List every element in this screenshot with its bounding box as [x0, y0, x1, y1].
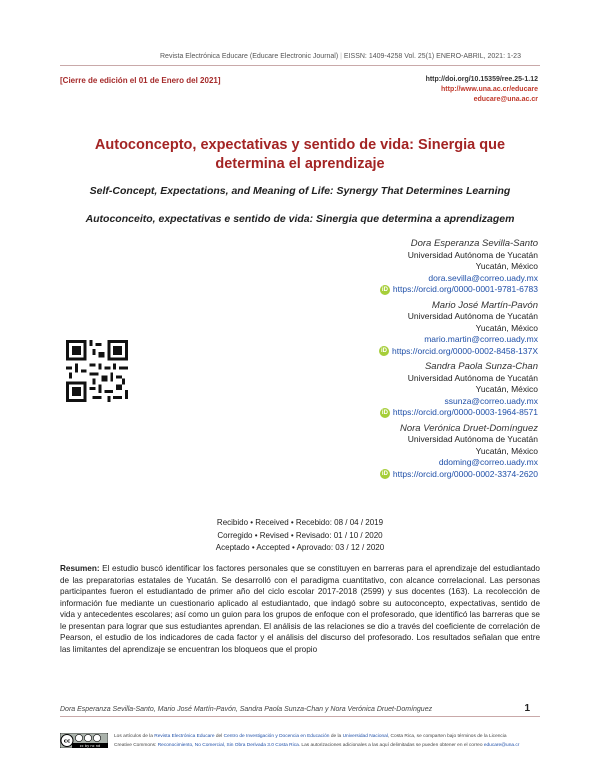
abstract-text: El estudio buscó identificar los factores personales que se constituyen en barreras para el aprendizaje del estudiantado de las preparatorias estatales de Yucatán. Se desarrolló con el paradigma cuantitativo, con alcance correlacional. Las personas participantes fueron el estudiantado de primer año del ciclo escolar 2017-2018 (2599) y sus docentes (163). La recolección de información fue mediante un cuestionario aplicado al estudiantado, que indagó sobre su autoconcepto, expectativas, sentido de vida y antecedentes escolares; así como un guion para los grupos de enfoque con el profesorado, que identificó las barreras que se le presentan para lograr que sus estudiantes aprendan. El análisis de las relaciones se dio a través del coeficiente de correlación de Pearson, el estudio de los indicadores de cada factor y el análisis del discurso del profesorado. Los resultados señalan que entre las limitantes del aprendizaje se encuentran los bloqueos que el propio — [60, 564, 540, 654]
footer-authors: Dora Esperanza Sevilla-Santo, Mario José Martín-Pavón, Sandra Paola Sunza-Chan y Nora Verónica Druet-Domínguez — [60, 706, 433, 713]
edition-close: [Cierre de edición el 01 de Enero del 2021] — [60, 76, 221, 85]
abstract — [60, 563, 540, 655]
author-email[interactable]: ddoming@correo.uady.mx — [438, 457, 538, 467]
journal-name: Revista Electrónica Educare (Educare Electronic Journal) — [160, 53, 339, 60]
footer-rule — [60, 716, 540, 717]
author-block — [288, 238, 538, 296]
author-location: Yucatán, México — [475, 445, 538, 456]
license-link-cc[interactable]: Reconocimiento, No Comercial, Sin Obra Derivada 3.0 Costa Rica — [157, 743, 299, 748]
license-text: , Costa Rica, se comparten bajo términos de la Licencia — [387, 734, 507, 739]
cc-label: cc by nc nd — [79, 744, 101, 748]
header-separator: | — [340, 53, 344, 60]
author-email[interactable]: ssunza@correo.uady.mx — [444, 395, 538, 406]
license-text: . Las autorizaciones adicionales a las aquí delimitadas se pueden obtener en el correo — [298, 743, 484, 748]
author-name: Sandra Paola Sunza-Chan — [424, 361, 538, 372]
title-line-2: determina el aprendizaje — [215, 156, 385, 172]
author-block — [288, 361, 538, 419]
author-block — [288, 300, 538, 358]
author-location: Yucatán, México — [475, 322, 538, 333]
svg-text:cc: cc — [63, 738, 71, 745]
author-orcid[interactable]: https://orcid.org/0000-0003-1964-8571 — [392, 407, 538, 417]
author-university: Universidad Autónoma de Yucatán — [407, 434, 538, 444]
abstract-label: Resumen: — [60, 564, 100, 573]
author-university: Universidad Autónoma de Yucatán — [407, 372, 538, 383]
author-university: Universidad Autónoma de Yucatán — [407, 311, 538, 321]
header-rule — [60, 65, 540, 66]
date-revised: Corregido • Revised • Revisado: 01 / 10 / 2020 — [217, 530, 383, 540]
orcid-icon: iD — [381, 409, 388, 416]
submission-dates — [60, 517, 540, 555]
author-name: Mario José Martín-Pavón — [431, 299, 538, 311]
issn-info: EISSN: 1409-4258 Vol. 25(1) ENERO-ABRIL, 2021: 1-23 — [343, 53, 521, 60]
doi-link[interactable]: http://doi.org/10.15359/ree.25-1.12 — [425, 76, 538, 83]
page-number: 1 — [524, 703, 530, 714]
license-text: de la — [329, 734, 343, 739]
website-link[interactable]: http://www.una.ac.cr/educare — [441, 86, 538, 93]
orcid-icon: iD — [381, 286, 388, 293]
license-text: Los artículos de la — [114, 734, 155, 739]
date-received: Recibido • Received • Recebido: 08 / 04 / 2019 — [216, 518, 384, 527]
author-location: Yucatán, México — [475, 261, 538, 271]
license-link-email[interactable]: educare@una.cr — [483, 743, 520, 748]
title-english: Self-Concept, Expectations, and Meaning of Life: Synergy That Determines Learning — [89, 185, 511, 197]
running-header — [160, 53, 521, 60]
license-text: Creative Commons: — [114, 743, 158, 748]
author-name: Nora Verónica Druet-Domínguez — [400, 422, 538, 434]
author-block — [288, 423, 538, 481]
title-portuguese: Autoconceito, expectativas e sentido de vida: Sinergia que determina a aprendizagem — [85, 213, 515, 225]
license-link-university[interactable]: Universidad Nacional — [342, 734, 388, 739]
author-university: Universidad Autónoma de Yucatán — [407, 249, 538, 260]
qr-code-icon — [66, 340, 128, 402]
license-notice — [114, 732, 540, 750]
author-orcid[interactable]: https://orcid.org/0000-0002-3374-2620 — [392, 468, 538, 479]
date-accepted: Aceptado • Accepted • Aprovado: 03 / 12 / 2020 — [215, 543, 385, 552]
journal-email[interactable]: educare@una.ac.cr — [473, 96, 538, 103]
author-name: Dora Esperanza Sevilla-Santo — [410, 238, 538, 249]
license-text: del — [214, 734, 224, 739]
author-list — [288, 238, 538, 484]
author-orcid[interactable]: https://orcid.org/0000-0001-9781-6783 — [392, 284, 538, 294]
author-orcid[interactable]: https://orcid.org/0000-0002-8458-137X — [391, 345, 538, 356]
header-links — [426, 75, 538, 105]
author-email[interactable]: mario.martin@correo.uady.mx — [424, 334, 538, 344]
title-line-1: Autoconcepto, expectativas y sentido de vida: Sinergia que — [94, 137, 506, 153]
license-link-journal[interactable]: Revista Electrónica Educare — [154, 734, 215, 739]
license-link-center[interactable]: Centro de Investigación y Docencia en Educación — [223, 734, 330, 739]
cc-license-icon — [60, 733, 108, 748]
author-location: Yucatán, México — [475, 384, 538, 394]
orcid-icon: iD — [380, 348, 387, 355]
author-email[interactable]: dora.sevilla@correo.uady.mx — [428, 272, 538, 283]
article-title — [60, 136, 540, 174]
orcid-icon: iD — [381, 471, 388, 478]
